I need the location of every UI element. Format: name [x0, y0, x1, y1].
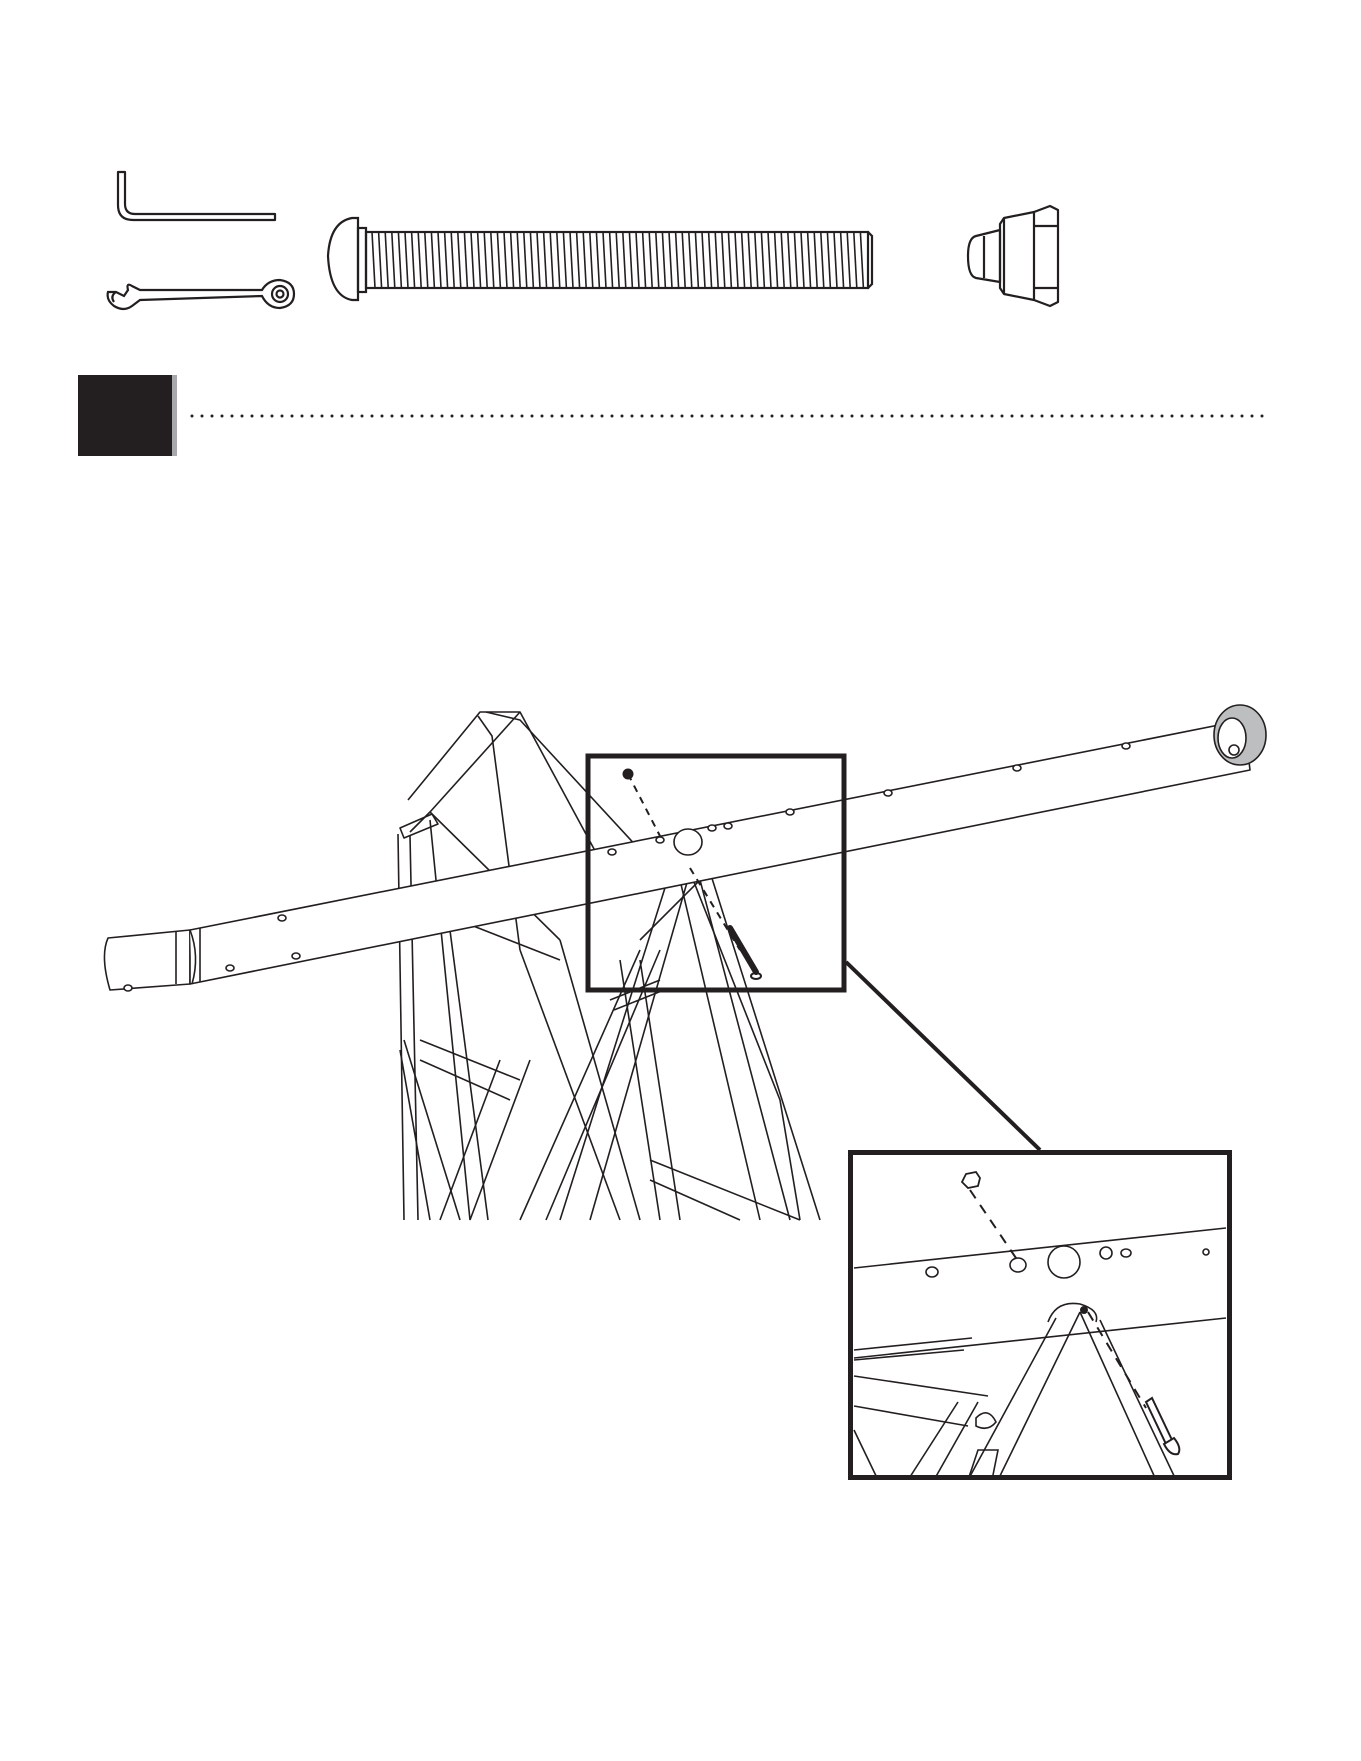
bolt-thread-line	[583, 232, 586, 288]
main-beam	[104, 720, 1250, 990]
bolt-thread-line	[742, 232, 745, 288]
bolt-thread-line	[834, 232, 837, 288]
bolt-thread-line	[755, 232, 758, 288]
bolt-thread-line	[860, 232, 863, 288]
bolt-thread-line	[814, 232, 817, 288]
dotted-rule	[190, 414, 1265, 418]
bolt-thread-line	[412, 232, 415, 288]
bolt-thread-line	[821, 232, 824, 288]
bolt-thread-line	[728, 232, 731, 288]
bolt-thread-line	[590, 232, 593, 288]
bolt-thread-line	[517, 232, 520, 288]
hex-key-icon	[118, 172, 275, 220]
bolt-thread-line	[372, 232, 375, 288]
brace-plate	[400, 814, 438, 838]
bolt-thread-line	[405, 232, 408, 288]
bolt-thread-line	[398, 232, 401, 288]
bolt-thread-line	[577, 232, 580, 288]
bolt-thread-line	[715, 232, 718, 288]
bolt-thread-line	[656, 232, 659, 288]
hardware-parts-row	[0, 0, 1361, 340]
bolt-thread-line	[550, 232, 553, 288]
bolt-thread-line	[748, 232, 751, 288]
bolt-thread-line	[676, 232, 679, 288]
bolt-thread-line	[438, 232, 441, 288]
bolt-thread-line	[768, 232, 771, 288]
bolt-thread-line	[445, 232, 448, 288]
bolt-thread-line	[603, 232, 606, 288]
bolt-thread-line	[544, 232, 547, 288]
bolt-thread-line	[511, 232, 514, 288]
bolt-thread-line	[557, 232, 560, 288]
bolt-thread-line	[471, 232, 474, 288]
bolt-thread-line	[636, 232, 639, 288]
bolt-thread-line	[682, 232, 685, 288]
bolt-thread-line	[801, 232, 804, 288]
bolt-thread-line	[794, 232, 797, 288]
bolt-thread-line	[827, 232, 830, 288]
bolt-thread-line	[570, 232, 573, 288]
bolt-thread-line	[491, 232, 494, 288]
bolt-thread-line	[735, 232, 738, 288]
bolt-thread-line	[392, 232, 395, 288]
bolt-thread-line	[722, 232, 725, 288]
bolt-thread-line	[379, 232, 382, 288]
bolt-thread-line	[643, 232, 646, 288]
bolt-thread-line	[610, 232, 613, 288]
step-number-box	[78, 375, 172, 456]
bolt-thread-line	[623, 232, 626, 288]
bolt-thread-line	[616, 232, 619, 288]
bolt-thread-lines	[372, 232, 863, 288]
bolt-thread-line	[385, 232, 388, 288]
bolt-thread-line	[596, 232, 599, 288]
bolt-thread-line	[808, 232, 811, 288]
bolt-thread-line	[649, 232, 652, 288]
bolt-thread-line	[418, 232, 421, 288]
bolt-thread-line	[854, 232, 857, 288]
bolt-thread-line	[464, 232, 467, 288]
bolt-thread-line	[484, 232, 487, 288]
bolt-thread-line	[775, 232, 778, 288]
bolt-thread-line	[841, 232, 844, 288]
bolt-thread-line	[709, 232, 712, 288]
bolt-thread-line	[702, 232, 705, 288]
bolt-thread-line	[478, 232, 481, 288]
bolt-thread-line	[451, 232, 454, 288]
wrench-icon	[108, 280, 294, 309]
bolt-thread-line	[530, 232, 533, 288]
bolt-thread-line	[695, 232, 698, 288]
callout-leader-line	[846, 962, 1040, 1150]
bolt-thread-line	[431, 232, 434, 288]
step-number-box-shadow	[172, 375, 177, 456]
bolt-thread-line	[662, 232, 665, 288]
bolt-thread-line	[847, 232, 850, 288]
bolt-thread-line	[689, 232, 692, 288]
bolt-thread-line	[497, 232, 500, 288]
bolt-thread-line	[761, 232, 764, 288]
bolt-thread-line	[669, 232, 672, 288]
bolt-thread-line	[524, 232, 527, 288]
bolt-thread-line	[425, 232, 428, 288]
bolt-thread-line	[788, 232, 791, 288]
bolt-thread-line	[458, 232, 461, 288]
bolt-thread-line	[504, 232, 507, 288]
detail-callout	[848, 1150, 1232, 1480]
bolt-thread-line	[537, 232, 540, 288]
bolt-thread-line	[563, 232, 566, 288]
bolt-thread-line	[781, 232, 784, 288]
cap-nut-icon	[968, 206, 1058, 306]
bolt-thread-line	[629, 232, 632, 288]
end-cap	[1214, 705, 1266, 765]
